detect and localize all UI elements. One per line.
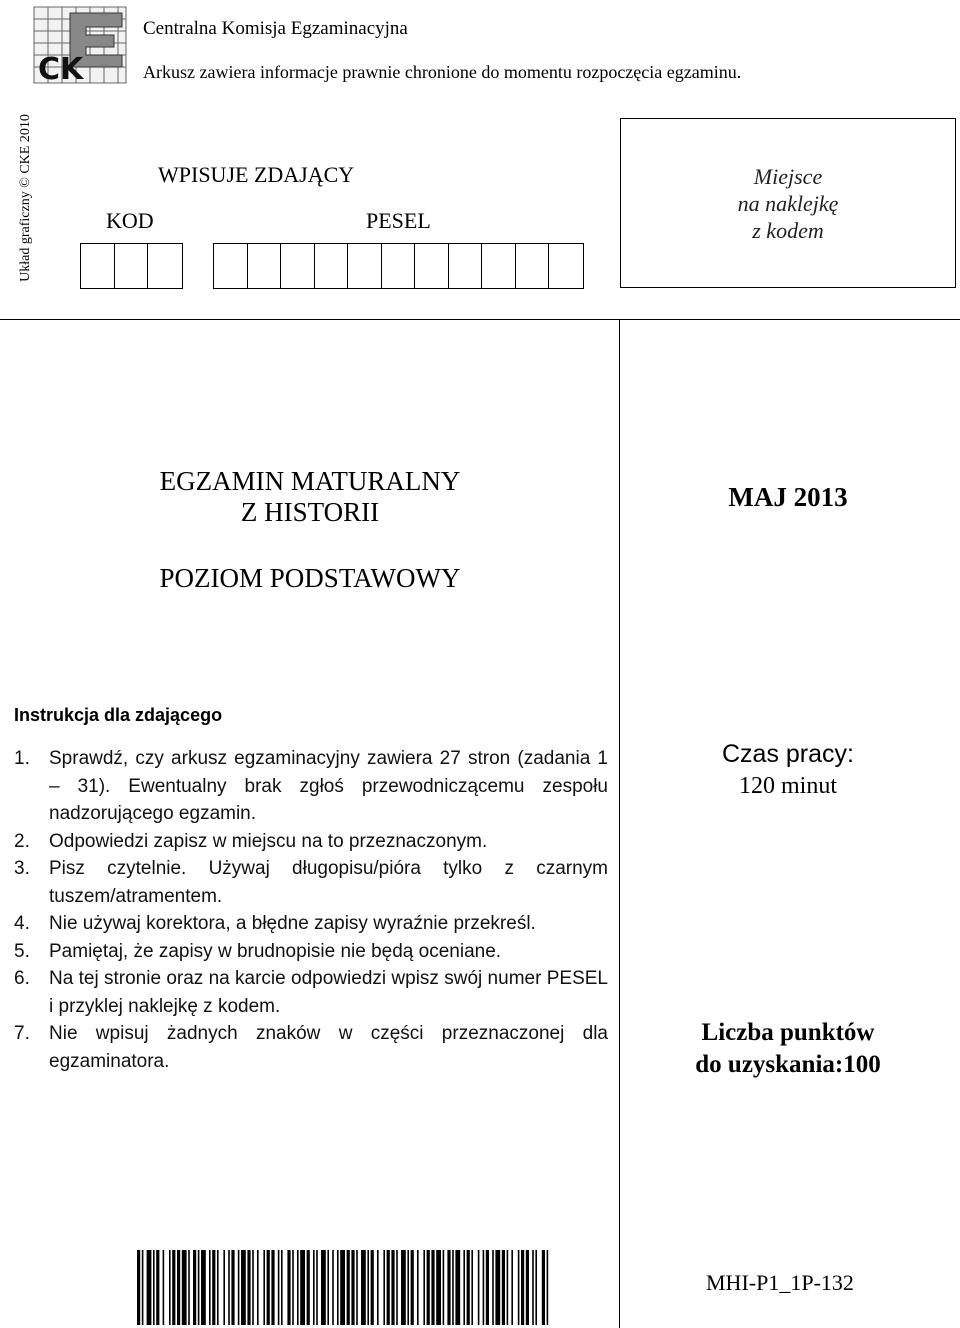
barcode-bar bbox=[238, 1250, 240, 1325]
barcode-bar bbox=[332, 1250, 334, 1325]
barcode-bar bbox=[223, 1250, 225, 1325]
barcode-bar bbox=[483, 1250, 485, 1325]
pesel-boxes[interactable] bbox=[213, 243, 584, 289]
instruction-item bbox=[14, 938, 608, 966]
barcode-bar bbox=[443, 1250, 445, 1325]
instruction-text: Nie wpisuj żadnych znaków w części przeznaczonej dla egzaminatora. bbox=[49, 1023, 608, 1072]
barcode-bar bbox=[287, 1250, 290, 1325]
barcode-bar bbox=[361, 1250, 366, 1325]
cke-logo bbox=[30, 5, 130, 85]
barcode-bar bbox=[267, 1250, 270, 1325]
barcode-bar bbox=[423, 1250, 425, 1325]
barcode-bar bbox=[387, 1250, 390, 1325]
sticker-area bbox=[620, 118, 956, 288]
barcode-bar bbox=[169, 1250, 171, 1325]
pesel-box[interactable] bbox=[449, 244, 483, 288]
barcode-bar bbox=[407, 1250, 409, 1325]
kod-box[interactable] bbox=[148, 244, 182, 288]
barcode-bar bbox=[313, 1250, 315, 1325]
barcode-bar bbox=[281, 1250, 283, 1325]
barcode-bar bbox=[156, 1250, 159, 1325]
barcode-bar bbox=[198, 1250, 200, 1325]
sticker-line-1: Miejsce bbox=[753, 164, 823, 189]
barcode-bar bbox=[247, 1250, 250, 1325]
instruction-number: 6. bbox=[14, 968, 30, 989]
instruction-number: 3. bbox=[14, 858, 30, 879]
candidate-section-title: WPISUJE ZDAJĄCY bbox=[158, 162, 355, 187]
barcode-bar bbox=[351, 1250, 354, 1325]
instruction-number: 4. bbox=[14, 913, 30, 934]
instruction-text: Odpowiedzi zapisz w miejscu na to przeznaczonym. bbox=[49, 830, 488, 852]
instruction-item bbox=[14, 1020, 608, 1075]
barcode-bar bbox=[340, 1250, 345, 1325]
barcode-bar bbox=[431, 1250, 434, 1325]
barcode-bar bbox=[417, 1250, 419, 1325]
barcode-bar bbox=[300, 1250, 305, 1325]
barcode-bar bbox=[271, 1250, 274, 1325]
points-info bbox=[620, 1017, 956, 1081]
pesel-label: PESEL bbox=[366, 208, 431, 233]
institution-name: Centralna Komisja Egzaminacyjna bbox=[143, 18, 408, 39]
barcode bbox=[137, 1250, 550, 1325]
barcode-bar bbox=[212, 1250, 215, 1325]
barcode-bar bbox=[177, 1250, 180, 1325]
sticker-line-2: na naklejkę bbox=[737, 191, 839, 216]
points-line-1: Liczba punktów bbox=[701, 1019, 875, 1046]
barcode-bar bbox=[507, 1250, 509, 1325]
barcode-bar bbox=[142, 1250, 144, 1325]
copyright-note: Układ graficzny © CKE 2010 bbox=[18, 114, 33, 282]
barcode-bar bbox=[193, 1250, 196, 1325]
barcode-bar bbox=[209, 1250, 211, 1325]
barcode-bar bbox=[486, 1250, 489, 1325]
sheet-code: MHI-P1_1P-132 bbox=[706, 1270, 854, 1295]
barcode-bar bbox=[367, 1250, 369, 1325]
time-info bbox=[620, 738, 956, 802]
barcode-bar bbox=[137, 1250, 140, 1325]
instruction-number: 1. bbox=[14, 748, 30, 769]
barcode-bar bbox=[201, 1250, 206, 1325]
barcode-bar bbox=[321, 1250, 326, 1325]
time-label: Czas pracy: bbox=[722, 740, 854, 768]
exam-level: POZIOM PODSTAWOWY bbox=[159, 563, 461, 593]
barcode-bar bbox=[241, 1250, 246, 1325]
barcode-bar bbox=[396, 1250, 398, 1325]
pesel-box[interactable] bbox=[348, 244, 382, 288]
logo-text: CK bbox=[38, 52, 84, 85]
barcode-bar bbox=[467, 1250, 470, 1325]
barcode-bar bbox=[217, 1250, 219, 1325]
points-line-2: do uzyskania:100 bbox=[695, 1051, 881, 1078]
barcode-bar bbox=[518, 1250, 520, 1325]
instructions-list bbox=[14, 745, 608, 1075]
time-value: 120 minut bbox=[738, 773, 837, 799]
barcode-bar bbox=[452, 1250, 454, 1325]
barcode-bar bbox=[427, 1250, 430, 1325]
barcode-bar bbox=[511, 1250, 513, 1325]
barcode-bar bbox=[356, 1250, 358, 1325]
instruction-text: Nie używaj korektora, a błędne zapisy wyraźnie przekreśl. bbox=[49, 913, 536, 934]
protection-notice: Arkusz zawiera informacje prawnie chronione do momentu rozpoczęcia egzaminu. bbox=[143, 62, 742, 82]
kod-box[interactable] bbox=[81, 244, 115, 288]
barcode-bar bbox=[153, 1250, 155, 1325]
barcode-bar bbox=[257, 1250, 259, 1325]
barcode-bar bbox=[526, 1250, 529, 1325]
barcode-bar bbox=[547, 1250, 549, 1325]
barcode-bar bbox=[502, 1250, 505, 1325]
barcode-bar bbox=[278, 1250, 280, 1325]
instructions-title: Instrukcja dla zdającego bbox=[14, 705, 223, 725]
barcode-bar bbox=[347, 1250, 350, 1325]
barcode-bar bbox=[371, 1250, 374, 1325]
instruction-text: Pisz czytelnie. Używaj długopisu/pióra tylko z czarnym tuszem/atramentem. bbox=[49, 858, 608, 907]
pesel-box[interactable] bbox=[248, 244, 282, 288]
barcode-bar bbox=[492, 1250, 494, 1325]
barcode-bar bbox=[455, 1250, 460, 1325]
barcode-bar bbox=[447, 1250, 450, 1325]
barcode-bar bbox=[252, 1250, 254, 1325]
vertical-divider bbox=[619, 319, 620, 1328]
barcode-bar bbox=[182, 1250, 187, 1325]
exam-title bbox=[110, 466, 510, 528]
instruction-item bbox=[14, 965, 608, 1020]
pesel-box[interactable] bbox=[549, 244, 583, 288]
instruction-text: Pamiętaj, że zapisy w brudnopisie nie będą oceniane. bbox=[49, 940, 502, 962]
barcode-bar bbox=[377, 1250, 379, 1325]
instruction-number: 7. bbox=[14, 1023, 30, 1044]
barcode-bar bbox=[147, 1250, 152, 1325]
barcode-bar bbox=[495, 1250, 500, 1325]
pesel-box[interactable] bbox=[382, 244, 416, 288]
pesel-box[interactable] bbox=[315, 244, 349, 288]
barcode-bar bbox=[231, 1250, 234, 1325]
barcode-bar bbox=[316, 1250, 318, 1325]
barcode-bar bbox=[383, 1250, 385, 1325]
barcode-bar bbox=[292, 1250, 294, 1325]
barcode-bar bbox=[188, 1250, 190, 1325]
instruction-text: Na tej stronie oraz na karcie odpowiedzi wpisz swój numer PESEL i przyklej naklejkę z kodem. bbox=[49, 968, 608, 1017]
exam-session: MAJ 2013 bbox=[728, 482, 848, 512]
barcode-bar bbox=[228, 1250, 230, 1325]
instruction-item bbox=[14, 855, 608, 910]
barcode-bar bbox=[263, 1250, 265, 1325]
kod-box[interactable] bbox=[115, 244, 149, 288]
barcode-bar bbox=[436, 1250, 441, 1325]
instruction-number: 2. bbox=[14, 830, 30, 852]
pesel-box[interactable] bbox=[214, 244, 248, 288]
barcode-bar bbox=[163, 1250, 165, 1325]
barcode-bar bbox=[478, 1250, 480, 1325]
pesel-box[interactable] bbox=[516, 244, 550, 288]
barcode-bar bbox=[411, 1250, 414, 1325]
sticker-line-3: z kodem bbox=[752, 218, 824, 243]
barcode-bar bbox=[297, 1250, 299, 1325]
barcode-bar bbox=[535, 1250, 537, 1325]
barcode-bar bbox=[532, 1250, 534, 1325]
instruction-item bbox=[14, 828, 608, 856]
barcode-bar bbox=[542, 1250, 545, 1325]
barcode-bar bbox=[391, 1250, 394, 1325]
barcode-bar bbox=[401, 1250, 406, 1325]
horizontal-divider bbox=[0, 319, 960, 320]
exam-title-line-1: EGZAMIN MATURALNY bbox=[159, 466, 461, 496]
instruction-item bbox=[14, 910, 608, 938]
kod-label: KOD bbox=[106, 208, 154, 233]
pesel-box[interactable] bbox=[482, 244, 516, 288]
instruction-text: Sprawdź, czy arkusz egzaminacyjny zawiera 27 stron (zadania 1 – 31). Ewentualny brak zgłoś przewodniczącemu zespołu nadzorującego egzamin. bbox=[49, 748, 608, 824]
barcode-bar bbox=[327, 1250, 329, 1325]
barcode-bar bbox=[307, 1250, 310, 1325]
barcode-bar bbox=[463, 1250, 465, 1325]
instruction-item bbox=[14, 745, 608, 828]
pesel-box[interactable] bbox=[415, 244, 449, 288]
barcode-bar bbox=[337, 1250, 339, 1325]
barcode-bar bbox=[521, 1250, 524, 1325]
kod-boxes[interactable] bbox=[80, 243, 183, 289]
barcode-bar bbox=[471, 1250, 473, 1325]
exam-title-line-2: Z HISTORII bbox=[240, 497, 380, 527]
pesel-box[interactable] bbox=[281, 244, 315, 288]
instruction-number: 5. bbox=[14, 940, 30, 962]
barcode-bar bbox=[172, 1250, 175, 1325]
